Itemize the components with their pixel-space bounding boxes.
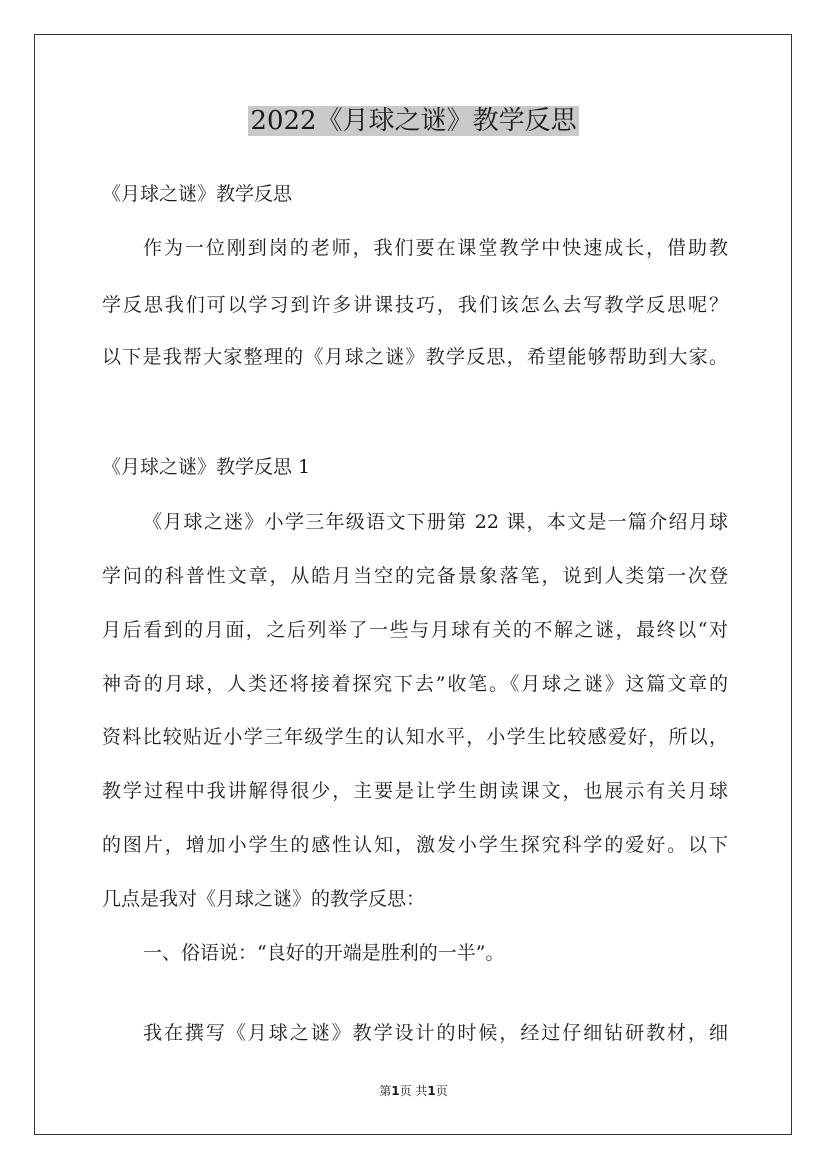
body-line-3: 月后看到的月面，之后列举了一些与月球有关的不解之谜，最终以“对 [102,619,728,641]
body-line-8: 几点是我对《月球之谜》的教学反思： [102,888,426,910]
body-line-6: 教学过程中我讲解得很少，主要是让学生朗读课文，也展示有关月球 [102,780,728,802]
intro-line-1: 作为一位刚到岗的老师，我们要在课堂教学中快速成长，借助教 [143,237,728,259]
body-line-4: 神奇的月球，人类还将接着探究下去”收笔。《月球之谜》这篇文章的 [102,673,728,695]
point-one: 一、俗语说：“良好的开端是胜利的一半”。 [143,942,505,964]
section-heading: 《月球之谜》教学反思 1 [102,456,311,478]
footer-suffix: 页 [435,1084,448,1098]
body-line-5: 资料比较贴近小学三年级学生的认知水平，小学生比较感爱好，所以， [102,726,728,748]
page-footer [0,1083,827,1099]
footer-page-number: 1 [391,1084,400,1098]
body-line-1: 《月球之迷》小学三年级语文下册第 22 课，本文是一篇介绍月球 [143,511,728,533]
body-line-7: 的图片，增加小学生的感性认知，激发小学生探究科学的爱好。以下 [102,834,728,856]
body-line-2: 学问的科普性文章，从皓月当空的完备景象落笔，说到人类第一次登 [102,565,728,587]
document-title [0,100,827,142]
subtitle: 《月球之谜》教学反思 [102,183,293,205]
footer-prefix: 第 [379,1084,392,1098]
document-title-text: 2022《月球之谜》教学反思 [250,106,577,136]
footer-mid: 页 共 [399,1084,428,1098]
intro-line-2: 学反思我们可以学习到许多讲课技巧，我们该怎么去写教学反思呢？ [102,294,728,316]
footer-page-total: 1 [427,1084,436,1098]
last-line: 我在撰写《月球之谜》教学设计的时候，经过仔细钻研教材，细 [143,1022,728,1044]
intro-line-3: 以下是我帮大家整理的《月球之谜》教学反思，希望能够帮助到大家。 [102,346,728,368]
